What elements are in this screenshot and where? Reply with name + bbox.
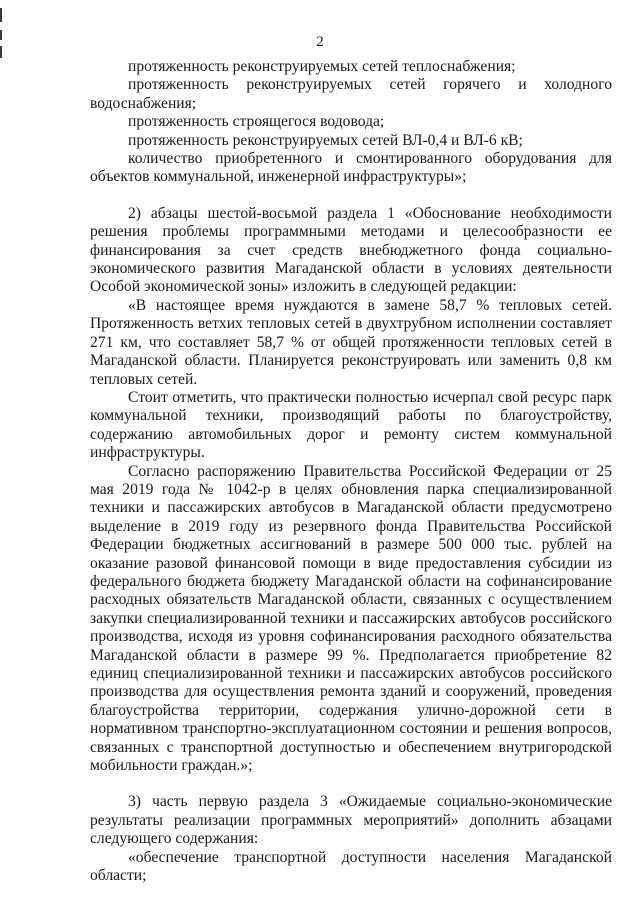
section-list-block [90, 58, 612, 187]
paragraph: 2) абзацы шестой-восьмой раздела 1 «Обоснование необходимости решения проблемы программными методами и целесообразности ее финансирования за счет средств внебюджетного фонда социально-экономического развития Магаданской области в условиях деятельности Особой экономической зоны» изложить в следующей редакции: [90, 204, 612, 296]
paragraph: «обеспечение транспортной доступности населения Магаданской области; [90, 848, 612, 885]
paragraph-gap [90, 187, 612, 205]
paragraph: «В настоящее время нуждаются в замене 58,7 % тепловых сетей. Протяженность ветхих тепловых сетей в двухтрубном исполнении составляет 271 км, что составляет 58,7 % от общей протяженности тепловых сетей в Магаданской области. Планируется реконструировать или заменить 0,8 км тепловых сетей. [90, 296, 612, 388]
scan-edge-mark [0, 8, 2, 22]
section-amendment-2 [90, 205, 612, 776]
paragraph: Стоит отметить, что практически полностью исчерпал свой ресурс парк коммунальной техники, производящий работы по благоустройству, содержанию автомобильных дорог и ремонту систем коммунальной инфраструктуры. [90, 388, 612, 462]
section-amendment-3 [90, 793, 612, 885]
page-number: 2 [316, 34, 324, 50]
paragraph: протяженность реконструируемых сетей ВЛ-0,4 и ВЛ-6 кВ; [128, 131, 523, 149]
paragraph: количество приобретенного и смонтированного оборудования для объектов коммунальной, инженерной инфраструктуры»; [90, 150, 612, 186]
paragraph: протяженность реконструируемых сетей теплоснабжения; [128, 58, 516, 75]
paragraph: протяженность строящегося водовода; [128, 113, 385, 131]
paragraph: протяженность реконструируемых сетей горячего и холодного водоснабжения; [90, 76, 612, 112]
paragraph-gap [90, 775, 612, 793]
paragraph: Согласно распоряжению Правительства Российской Федерации от 25 мая 2019 года № 1042-р в целях обновления парка специализированной техники и пассажирских автобусов в Магаданской области предусмотрено выделение в 2019 году из резервного фонда Правительства Российской Федерации бюджетных ассигнований в размере 500 000 тыс. рублей на оказание разовой финансовой помощи в виде предоставления субсидии из федерального бюджета бюджету Магаданской области на софинансирование расходных обязательств Магаданской области, связанных с осуществлением закупки специализированной техники и пассажирских автобусов российского производства, исходя из уровня софинансирования расходного обязательства Магаданской области в размере 99 %. Предполагается приобретение 82 единиц специализированной техники и пассажирских автобусов российского производства для осуществления ремонта зданий и сооружений, проведения благоустройства территории, содержания улично-дорожной сети в нормативном транспортно-эксплуатационном состоянии и решения вопросов, связанных с транспортной доступностью и обеспечением внутригородской мобильности граждан.»; [90, 462, 612, 775]
document-body [90, 58, 612, 885]
paragraph: 3) часть первую раздела 3 «Ожидаемые социально-экономические результаты реализации программных мероприятий» дополнить абзацами следующего содержания: [90, 793, 612, 848]
